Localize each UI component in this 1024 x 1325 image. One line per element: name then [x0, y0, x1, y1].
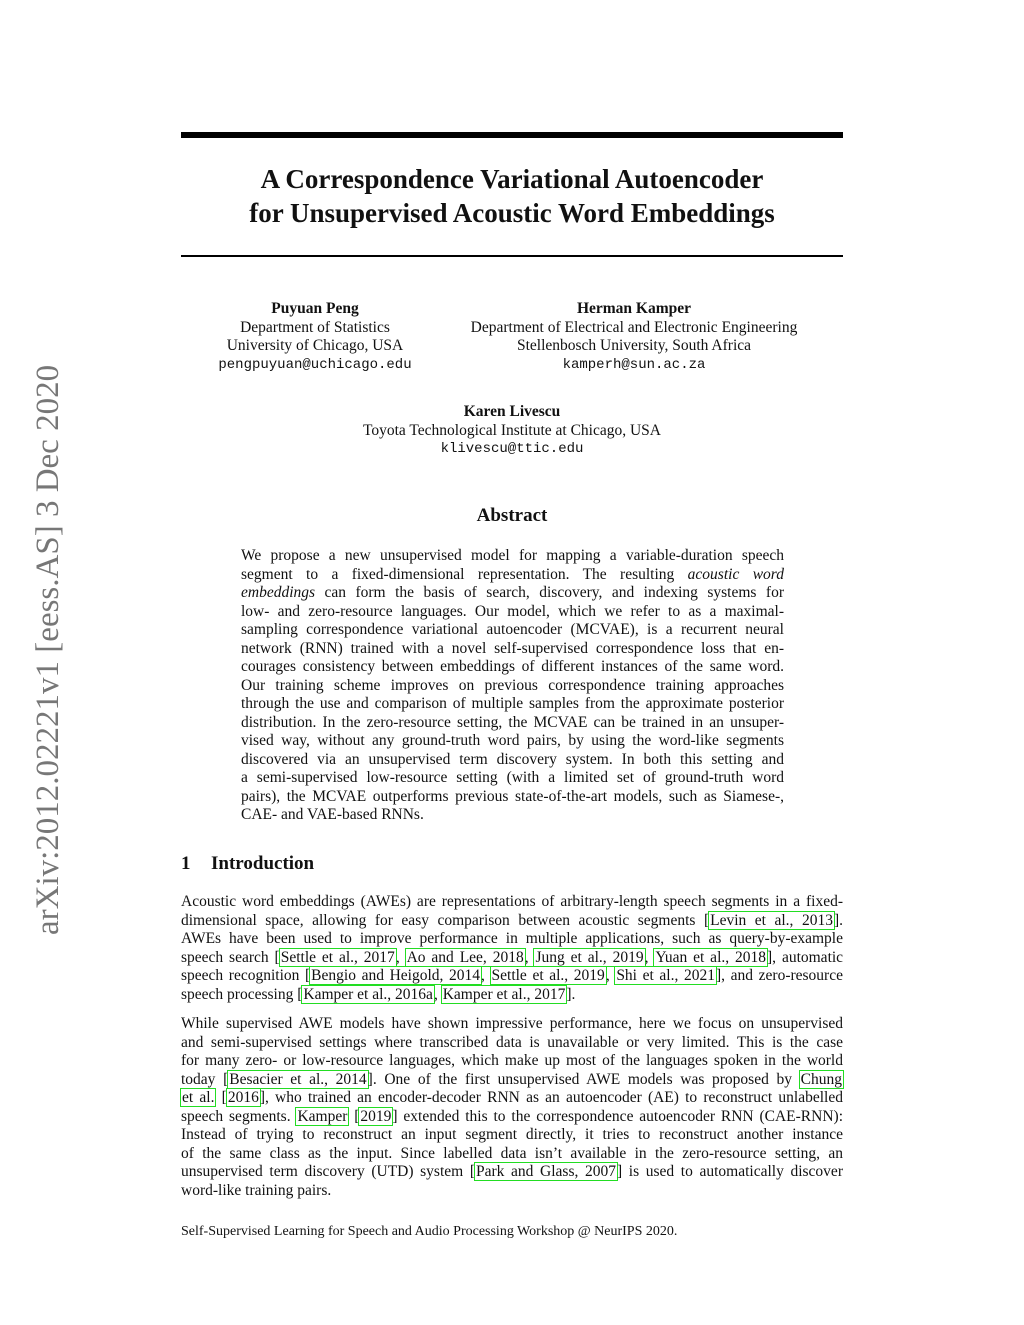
text-line: speech recognition [Bengio and Heigold, 2014, Settle et al., 2019, Shi et al., 2021], and zero-resource	[181, 967, 843, 984]
text-line: today [Besacier et al., 2014]. One of the first unsupervised AWE models was proposed by Chung	[181, 1070, 842, 1088]
citation-link[interactable]: Kamper et al., 2017	[442, 985, 566, 1003]
text-line: AWEs have been used to improve performance in multiple applications, such as query-by-example	[181, 930, 843, 947]
title-top-rule	[181, 132, 843, 138]
title-line-1: A Correspondence Variational Autoencoder	[260, 164, 764, 194]
text-line: Acoustic word embeddings (AWEs) are representations of arbitrary-length speech segments in a fixed-	[181, 893, 843, 910]
citation-link[interactable]: Settle et al., 2017	[280, 948, 395, 966]
citation-link[interactable]: et al.	[182, 1089, 215, 1106]
abstract-line: embeddings can form the basis of search, discovery, and indexing systems for	[241, 584, 784, 601]
citation-link[interactable]: Levin et al., 2013	[710, 911, 833, 929]
emphasis-term: acoustic word	[687, 565, 784, 583]
abstract-line: courages consistency between embeddings of different instances of the same word.	[241, 658, 784, 675]
author-department: Department of Statistics	[240, 318, 390, 336]
text-line: unsupervised term discovery (UTD) system [Park and Glass, 2007] is used to automatically discover	[181, 1163, 843, 1180]
text-line: et al. [2016], who trained an encoder-decoder RNN as an autoencoder (AE) to reconstruct unlabelled	[182, 1089, 843, 1106]
arxiv-identifier-stamp: arXiv:2012.02221v1 [eess.AS] 3 Dec 2020	[30, 364, 66, 935]
section-title: Introduction	[211, 853, 315, 874]
section-number: 1	[181, 853, 191, 874]
author-email[interactable]: kamperh@sun.ac.za	[562, 356, 706, 373]
author-block-kamper	[444, 300, 824, 374]
intro-paragraph-2	[181, 1015, 843, 1200]
abstract-line: through the use and comparison of multiple samples from the approximate posterior	[241, 695, 784, 712]
text-line: of the same class as the input. Since labelled data isn’t available in the zero-resource setting, an	[181, 1144, 843, 1162]
abstract-line: network (RNN) trained with a novel self-supervised correspondence loss that en-	[241, 639, 784, 657]
title-bottom-rule	[181, 255, 843, 257]
author-institution: Toyota Technological Institute at Chicago, USA	[362, 421, 661, 439]
abstract-line: sampling correspondence variational autoencoder (MCVAE), is a recurrent neural	[241, 621, 784, 638]
text-line: speech processing [Kamper et al., 2016a, Kamper et al., 2017].	[181, 985, 576, 1003]
citation-link[interactable]: Shi et al., 2021	[616, 967, 715, 984]
citation-link[interactable]: Yuan et al., 2018	[655, 948, 767, 966]
section-heading	[181, 853, 314, 875]
text-line: dimensional space, allowing for easy comparison between acoustic segments [Levin et al., 2013].	[181, 911, 843, 929]
author-email[interactable]: pengpuyuan@uchicago.edu	[218, 356, 412, 373]
author-email[interactable]: klivescu@ttic.edu	[440, 441, 584, 457]
text-line: While supervised AWE models have shown impressive performance, here we focus on unsupervised	[181, 1015, 843, 1032]
text-line: word-like training pairs.	[181, 1181, 332, 1199]
abstract-line: low- and zero-resource languages. Our model, which we refer to as a maximal-	[241, 602, 784, 620]
author-name: Puyuan Peng	[271, 300, 359, 317]
citation-link[interactable]: Park and Glass, 2007	[476, 1163, 616, 1180]
abstract-heading: Abstract	[476, 505, 548, 526]
abstract-line: pairs), the MCVAE outperforms previous state-of-the-art models, such as Siamese-,	[241, 787, 784, 805]
citation-link[interactable]: Chung	[800, 1070, 842, 1088]
author-department: Department of Electrical and Electronic Engineering	[470, 318, 798, 336]
abstract-line: vised way, without any ground-truth word pairs, by using the word-like segments	[241, 732, 784, 749]
author-block-livescu	[312, 403, 712, 459]
citation-link[interactable]: Besacier et al., 2014	[229, 1070, 367, 1088]
author-name: Karen Livescu	[463, 403, 561, 420]
citation-link[interactable]: Settle et al., 2019	[491, 967, 605, 984]
text-line: and semi-supervised settings where transcribed data is unavailable or very limited. This is the case	[181, 1033, 843, 1051]
text-line: speech search [Settle et al., 2017, Ao and Lee, 2018, Jung et al., 2019, Yuan et al., 2018], automatic	[181, 948, 844, 966]
citation-link[interactable]: 2016	[227, 1089, 259, 1106]
emphasis-term: embeddings	[241, 584, 316, 601]
abstract-line: We propose a new unsupervised model for mapping a variable-duration speech	[241, 547, 784, 564]
citation-link[interactable]: 2019	[360, 1107, 392, 1125]
text-line: for many zero- or low-resource languages, which make up most of the languages spoken in the world	[181, 1052, 843, 1069]
citation-link[interactable]: Kamper	[297, 1107, 348, 1125]
abstract-line: Our training scheme improves on previous correspondence training approaches	[241, 676, 784, 694]
abstract-line: CAE- and VAE-based RNNs.	[241, 806, 424, 823]
abstract-line: segment to a fixed-dimensional representation. The resulting acoustic word	[241, 565, 784, 583]
venue-footnote: Self-Supervised Learning for Speech and Audio Processing Workshop @ NeurIPS 2020.	[181, 1224, 678, 1239]
author-block-peng	[190, 300, 440, 374]
citation-link[interactable]: Ao and Lee, 2018	[406, 948, 524, 966]
intro-paragraph-1	[181, 893, 843, 1004]
abstract-body	[241, 547, 784, 825]
abstract-line: discovered via an unsupervised term discovery system. In both this setting and	[241, 750, 784, 768]
paper-title	[181, 162, 843, 230]
author-name: Herman Kamper	[576, 300, 692, 317]
abstract-line: a semi-supervised low-resource setting (with a limited set of ground-truth word	[241, 769, 784, 786]
title-line-2: for Unsupervised Acoustic Word Embeddings	[249, 198, 775, 228]
text-line: speech segments. Kamper [2019] extended this to the correspondence autoencoder RNN (CAE-RNN):	[181, 1107, 843, 1125]
text-line: Instead of trying to reconstruct an input segment directly, it tries to reconstruct another instance	[181, 1126, 843, 1143]
author-institution: Stellenbosch University, South Africa	[516, 337, 752, 354]
citation-link[interactable]: Jung et al., 2019	[535, 948, 644, 966]
citation-link[interactable]: Kamper et al., 2016a	[303, 985, 433, 1003]
citation-link[interactable]: Bengio and Heigold, 2014	[311, 967, 481, 984]
author-institution: University of Chicago, USA	[226, 337, 404, 354]
abstract-line: distribution. In the zero-resource setting, the MCVAE can be trained in an unsuper-	[241, 713, 784, 731]
